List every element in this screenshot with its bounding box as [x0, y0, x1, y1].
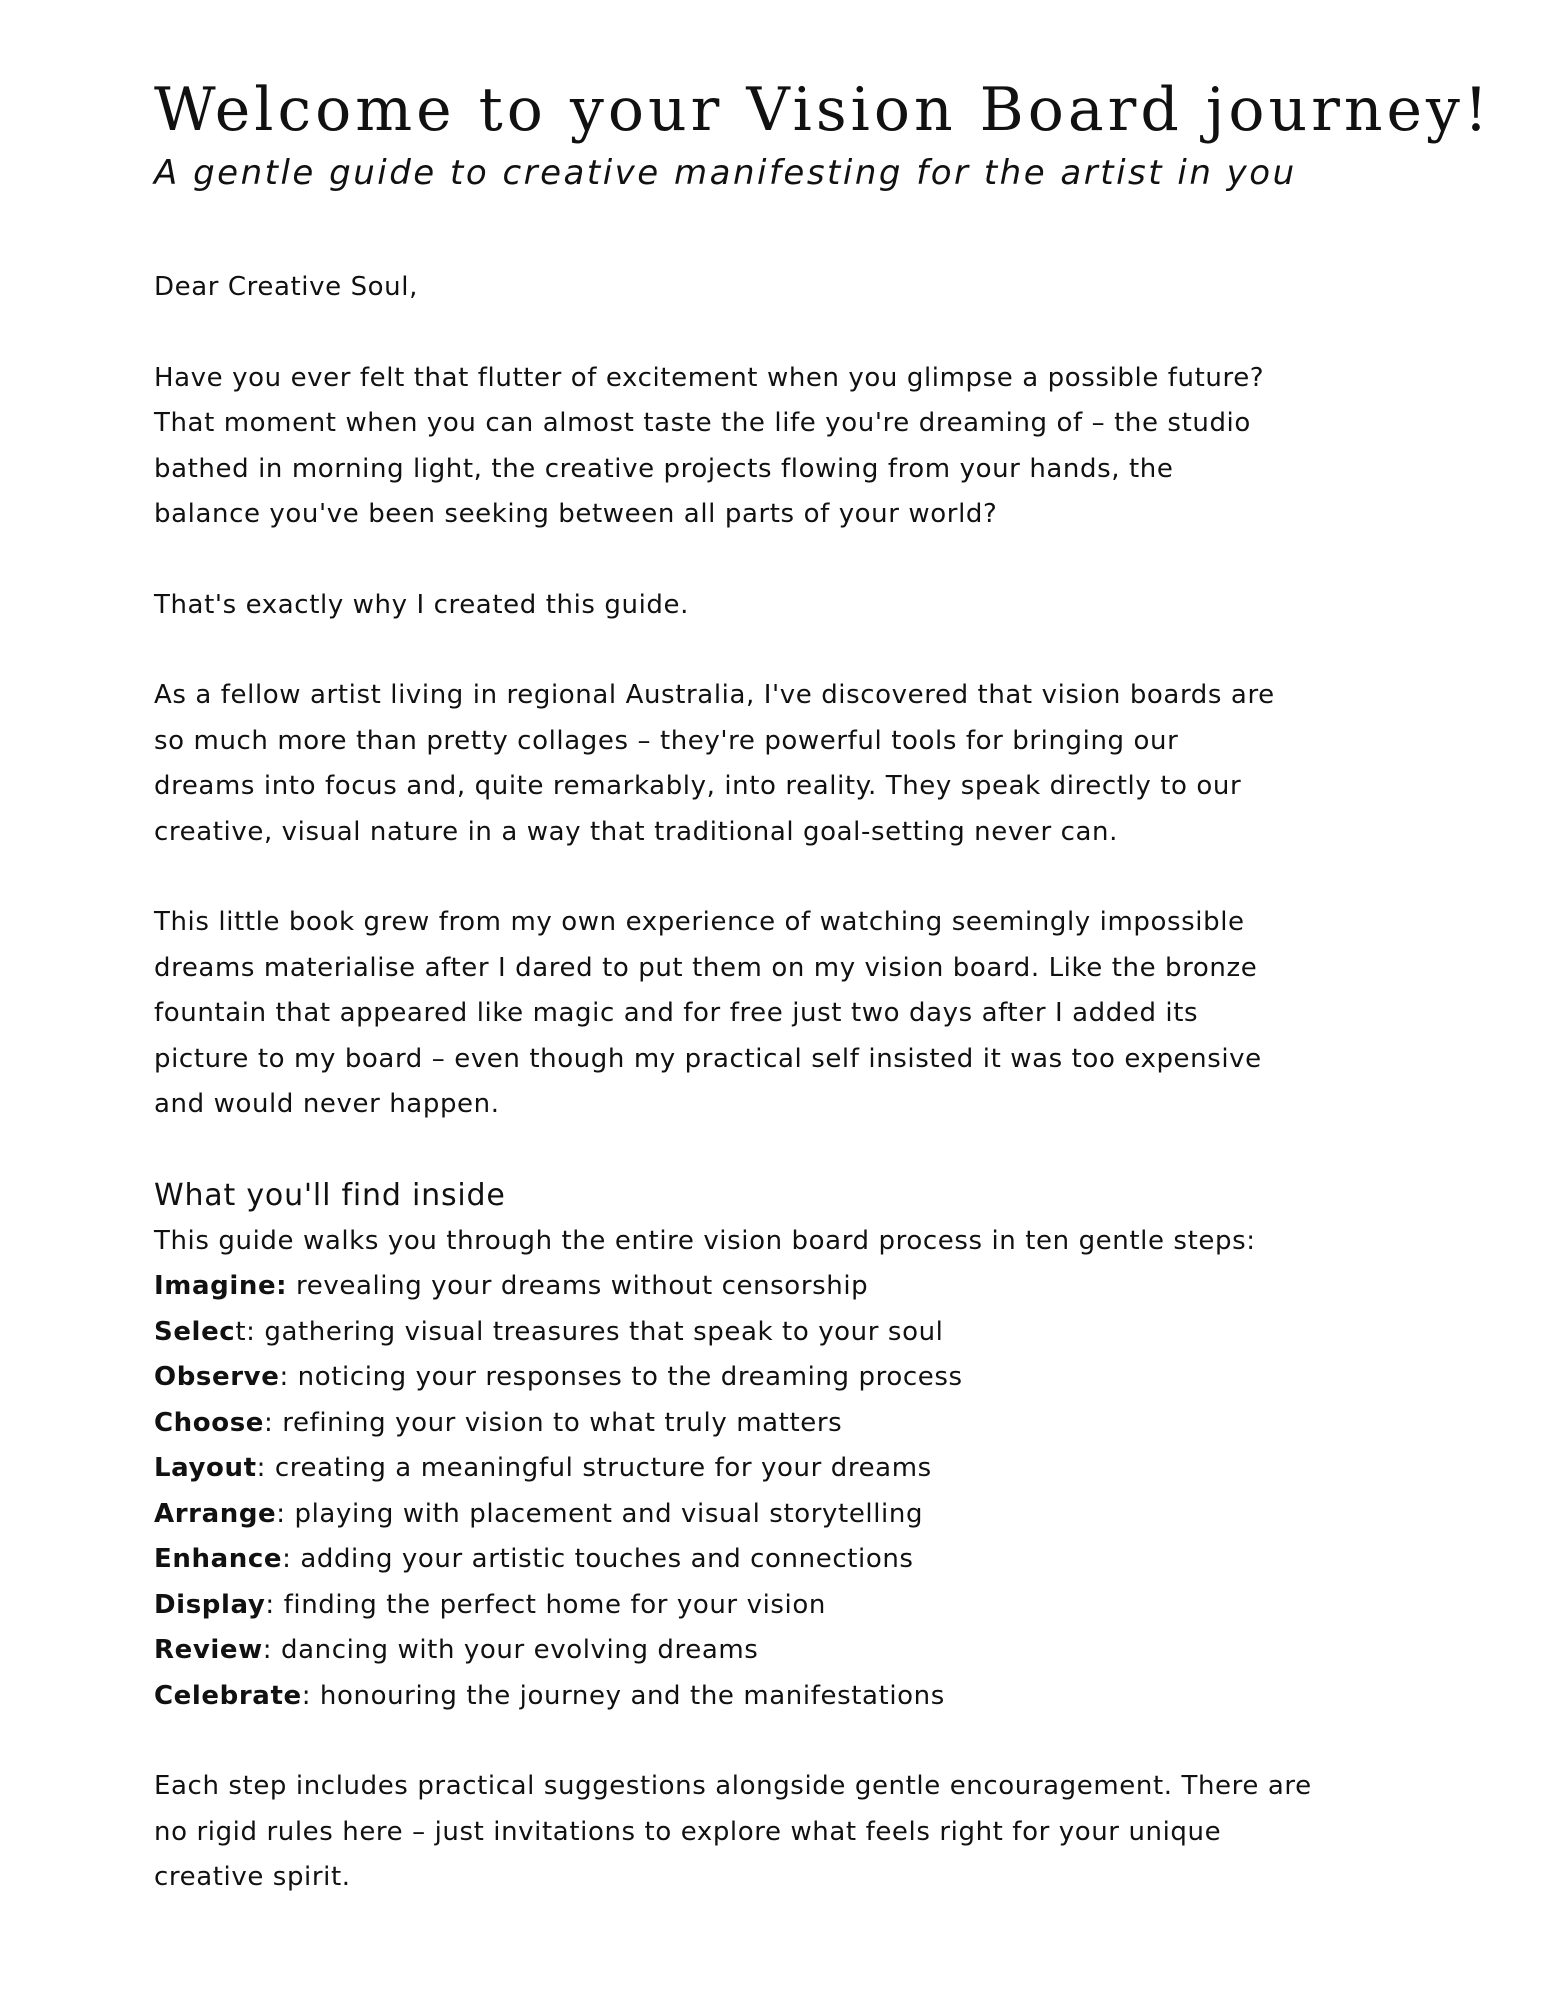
step-item [154, 1401, 1414, 1447]
step-name: Observe [154, 1362, 280, 1392]
step-description: : finding the perfect home for your vision [265, 1589, 826, 1620]
paragraph-line: bathed in morning light, the creative projects flowing from your hands, the [154, 453, 1174, 484]
step-item [154, 1446, 1414, 1492]
why-paragraph [154, 583, 1414, 629]
step-description: : dancing with your evolving dreams [262, 1635, 759, 1665]
step-description: revealing your dreams without censorship [287, 1271, 869, 1301]
paragraph-line: That's exactly why I created this guide. [154, 589, 689, 620]
page-title: Welcome to your Vision Board journey! [154, 75, 1493, 145]
step-name: Layout [154, 1453, 257, 1483]
paragraph-line: dreams into focus and, quite remarkably, into reality. They speak directly to our [154, 771, 1242, 801]
step-description: : refining your vision to what truly matters [264, 1407, 843, 1438]
paragraph-line: That moment when you can almost taste the life you're dreaming of – the studio [154, 408, 1251, 438]
book-paragraph [154, 900, 1414, 1128]
intro-paragraph [154, 356, 1414, 538]
salutation: Dear Creative Soul, [154, 272, 418, 302]
steps-list [154, 1264, 1414, 1719]
paragraph-line: picture to my board – even though my practical self insisted it was too expensive [154, 1043, 1262, 1074]
steps-intro: This guide walks you through the entire vision board process in ten gentle steps: [154, 1225, 1256, 1256]
paragraph-line: This little book grew from my own experience of watching seemingly impossible [154, 907, 1245, 937]
paragraph-line: Each step includes practical suggestions alongside gentle encouragement. There are [154, 1771, 1312, 1801]
paragraph-line: As a fellow artist living in regional Australia, I've discovered that vision boards are [154, 680, 1275, 710]
step-name: Imagine: [154, 1271, 288, 1301]
step-name: Arrange [154, 1498, 277, 1529]
step-description: : creating a meaningful structure for your dreams [256, 1453, 932, 1483]
paragraph-line: dreams materialise after I dared to put them on my vision board. Like the bronze [154, 952, 1258, 983]
step-name: Display [154, 1589, 266, 1620]
step-item [154, 1355, 1414, 1401]
step-description: : gathering visual treasures that speak to your soul [246, 1316, 944, 1347]
step-description: : noticing your responses to the dreaming process [279, 1362, 963, 1392]
step-name: Celebrate [154, 1680, 302, 1711]
paragraph-line: so much more than pretty collages – they're powerful tools for bringing our [154, 725, 1179, 756]
step-name: Enhance [154, 1544, 283, 1574]
paragraph-line: and would never happen. [154, 1089, 500, 1119]
step-item [154, 1674, 1414, 1720]
document-page [154, 70, 1493, 1901]
step-item [154, 1310, 1414, 1356]
section-heading: What you'll find inside [154, 1177, 506, 1213]
step-item [154, 1583, 1414, 1629]
paragraph-line: balance you've been seeking between all parts of your world? [154, 499, 998, 529]
closing-paragraph [154, 1764, 1414, 1901]
paragraph-line: no rigid rules here – just invitations to explore what feels right for your unique [154, 1816, 1222, 1847]
step-item [154, 1492, 1414, 1538]
paragraph-line: creative spirit. [154, 1862, 351, 1892]
artist-paragraph [154, 673, 1414, 855]
step-name: Selec [154, 1316, 236, 1347]
paragraph-line: Have you ever felt that flutter of excitement when you glimpse a possible future? [154, 362, 1265, 393]
paragraph-line: fountain that appeared like magic and for free just two days after I added its [154, 998, 1199, 1028]
step-description: : playing with placement and visual storytelling [276, 1498, 924, 1529]
paragraph-line: creative, visual nature in a way that traditional goal-setting never can. [154, 816, 1118, 847]
step-item [154, 1628, 1414, 1674]
step-name: Review [154, 1635, 263, 1665]
page-subtitle: A gentle guide to creative manifesting for the artist in you [154, 153, 1297, 193]
step-item [154, 1264, 1414, 1310]
step-name: Choose [154, 1407, 265, 1438]
step-description: : adding your artistic touches and connections [282, 1544, 914, 1574]
step-item [154, 1537, 1414, 1583]
step-name-tail: t [235, 1316, 247, 1347]
step-description: : honouring the journey and the manifestations [301, 1680, 945, 1711]
